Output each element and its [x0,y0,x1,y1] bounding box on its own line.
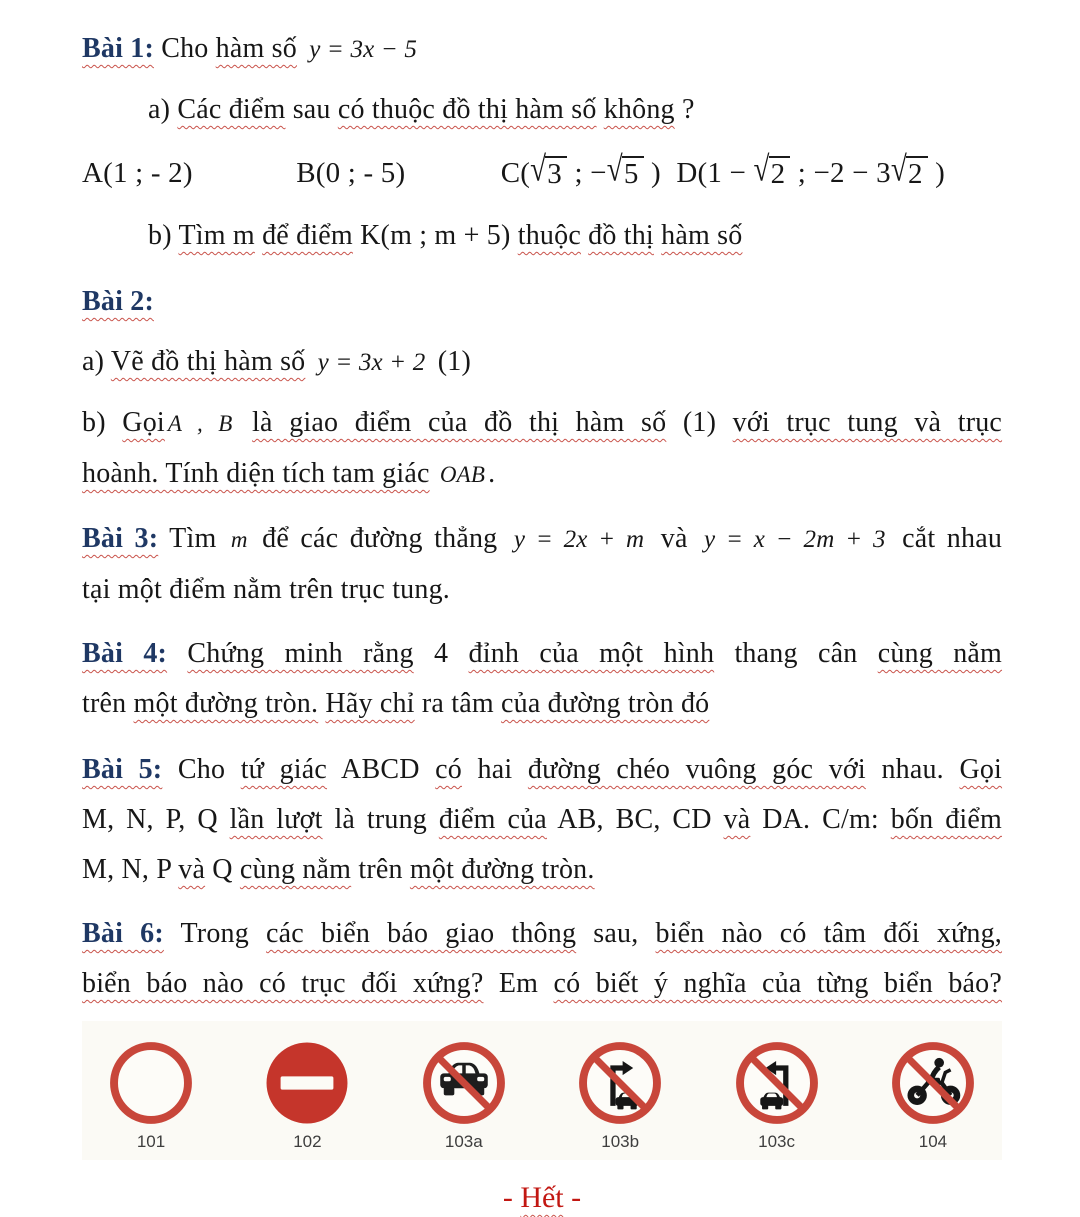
bai6-section [82,909,1002,1009]
traffic-signs-image [82,1021,1002,1160]
text-run: các biển báo giao thông [266,918,577,949]
text-run: (1) [682,407,717,438]
equation-y-2x-m: y = 2x + m [513,526,645,553]
list-marker: b) [148,220,172,251]
text-run: hàm số [661,220,743,251]
text-run: Trong [180,918,249,949]
bai1-label: Bài 1: [82,33,154,64]
no-right-turn-sign-icon [576,1039,664,1127]
text-run: điểm của [438,804,547,835]
text-run: hoành. Tính diện tích tam giác [82,458,430,489]
bai5-line2 [82,795,1002,845]
text-run: D(1 − [676,157,747,189]
text-run: Gọi [122,407,165,438]
bai6-line2 [82,959,1002,1009]
text-run: và [723,804,751,835]
bai1a-paragraph [82,85,1002,135]
point-D [676,149,946,190]
text-run: với trục tung và trục [732,407,1003,438]
text-run: biển báo nào có trục đối xứng? [82,968,484,999]
no-vehicles-sign-icon [107,1039,195,1127]
text-run: trên [82,688,127,719]
equation-y-x-2m-3: y = x − 2m + 3 [704,526,886,553]
bai2-label: Bài 2: [82,286,154,317]
sign-104-cell [878,1039,988,1150]
text-run: Em [498,968,539,999]
no-left-turn-sign-icon [733,1039,821,1127]
sign-label: 104 [918,1132,948,1151]
text-run: - [563,1181,582,1214]
equation-y-3x-plus-2: y = 3x + 2 [317,349,426,376]
text-run: bốn điểm [890,804,1002,835]
text-run: đường chéo vuông góc với [527,754,866,785]
text-run: Cho [161,33,209,64]
bai4-line2 [82,679,1002,729]
math-var-m: m [230,527,248,552]
text-run: sau, [593,918,639,949]
text-run: đồ thị [588,220,654,251]
bai2b-line2 [82,449,1002,500]
text-run: . [488,458,496,489]
math-var-OAB: OAB [439,462,486,487]
sign-103b-cell [565,1039,675,1150]
radical-sign: √ [530,149,547,189]
text-run: biển nào có tâm đối xứng, [655,918,1003,949]
radical-sign: √ [606,149,623,189]
bai6-line1 [82,909,1002,959]
text-run: cùng nằm [239,854,352,885]
equation-y-3x-5: y = 3x − 5 [309,36,418,63]
radicand: 2 [769,156,791,189]
text-run: AB, BC, CD [557,804,712,835]
math-var-AB: A , B [167,411,233,436]
text-run: Cho [177,754,226,785]
bai1-title-line [82,24,1002,75]
point-A: A(1 ; - 2) [82,157,193,189]
end-marker [82,1176,1002,1217]
text-run: Tìm m [178,220,255,251]
bai4-section [82,629,1002,729]
point-C [500,149,661,190]
text-run: là giao điểm của đồ thị hàm số [252,407,667,438]
bai5-line3 [82,845,1002,895]
text-run: Q [212,854,233,885]
text-run: Gọi [959,754,1003,785]
text-run: K(m ; m + 5) [360,220,511,251]
bai1-points-line [82,143,1002,203]
text-run: ) [927,157,946,189]
bai2a-paragraph [82,337,1002,388]
text-run: 4 [434,638,449,669]
sign-label: 103a [444,1132,483,1151]
text-run: có biết ý nghĩa của từng biển báo? [553,968,1003,999]
text-run: tại một điểm nằm trên trục tung. [82,574,450,605]
text-run: ABCD [341,754,420,785]
bai1-section [82,24,1002,75]
text-run: trên [358,854,403,885]
radicand: 3 [545,156,567,189]
point-B: B(0 ; - 5) [296,157,406,189]
text-run: cắt nhau [902,523,1003,554]
text-run: sau [292,94,331,125]
bai1b-paragraph [82,211,1002,261]
text-run: M, N, P, Q [82,804,218,835]
no-cars-sign-icon [420,1039,508,1127]
bai3-line2 [82,565,1002,615]
bai2-title-line [82,277,1002,327]
bai2b-paragraph [82,398,1002,500]
bai1-points-paragraph [82,143,1002,203]
text-run: - [502,1181,521,1214]
sign-label: 102 [293,1132,322,1151]
bai1a-line [82,85,1002,135]
text-run: để các đường thẳng [262,523,498,554]
text-run: lần lượt [229,804,323,835]
sign-label: 103c [758,1132,795,1151]
radical-sign: √ [890,149,908,189]
radical-sign: √ [753,149,770,189]
text-run: nhau. [881,754,944,785]
text-run: để điểm [262,220,353,251]
text-run: Chứng minh rằng [187,638,414,669]
text-run: không [603,94,675,125]
text-run: Tìm [169,523,217,554]
text-run: C( [500,157,531,189]
bai2-section [82,277,1002,327]
text-run: ; −2 − 3 [790,157,891,189]
text-run: của đường tròn đó [501,688,710,719]
text-run: M, N, P [82,854,172,885]
sign-label: 101 [136,1132,166,1151]
bai4-label: Bài 4: [82,638,168,669]
radicand: 5 [622,156,644,189]
text-run: cùng nằm [877,638,1003,669]
radicand: 2 [906,156,928,189]
sign-103a-cell [409,1039,519,1150]
text-run: ra tâm [421,688,494,719]
list-marker: b) [82,407,106,438]
text-run: hai [477,754,513,785]
text-run: ; − [567,157,607,189]
bai4-line1 [82,629,1002,679]
sign-101-cell [96,1039,206,1150]
text-run: và [660,523,688,554]
sign-102-cell [252,1039,362,1150]
bai6-label: Bài 6: [82,918,164,949]
text-run: Vẽ đồ thị hàm số [110,346,306,377]
bai5-label: Bài 5: [82,754,163,785]
sign-103c-cell [722,1039,832,1150]
text-run: ? [681,94,695,125]
bai1b-line [82,211,1002,261]
text-run: ) [643,157,661,189]
bai2b-line1 [82,398,1002,449]
text-run: tứ giác [240,754,328,785]
text-run: đỉnh của một hình [468,638,715,669]
text-run: là trung [334,804,427,835]
bai3-line1 [82,514,1002,565]
text-run: thang cân [734,638,858,669]
text-run: thuộc [517,220,581,251]
text-run: hàm số [215,33,297,64]
text-run: có [435,754,462,785]
text-run: Các điểm [177,94,286,125]
list-marker: a) [148,94,171,125]
bai3-label: Bài 3: [82,523,159,554]
text-run: một đường tròn. [409,854,595,885]
no-motorcycles-sign-icon [889,1039,977,1127]
bai3-section [82,514,1002,615]
sign-label: 103b [601,1132,640,1151]
no-entry-sign-icon [263,1039,351,1127]
text-run: có thuộc đồ thị hàm số [337,94,597,125]
bai5-line1 [82,745,1002,795]
text-run: Hãy chỉ [325,688,415,719]
bai2a-line [82,337,1002,388]
text-run: DA. C/m: [762,804,879,835]
list-marker: a) [82,346,105,377]
text-run: và [178,854,206,885]
text-run: Hết [520,1181,564,1214]
bai5-section [82,745,1002,895]
text-run: (1) [437,346,471,377]
text-run: một đường tròn. [133,688,319,719]
